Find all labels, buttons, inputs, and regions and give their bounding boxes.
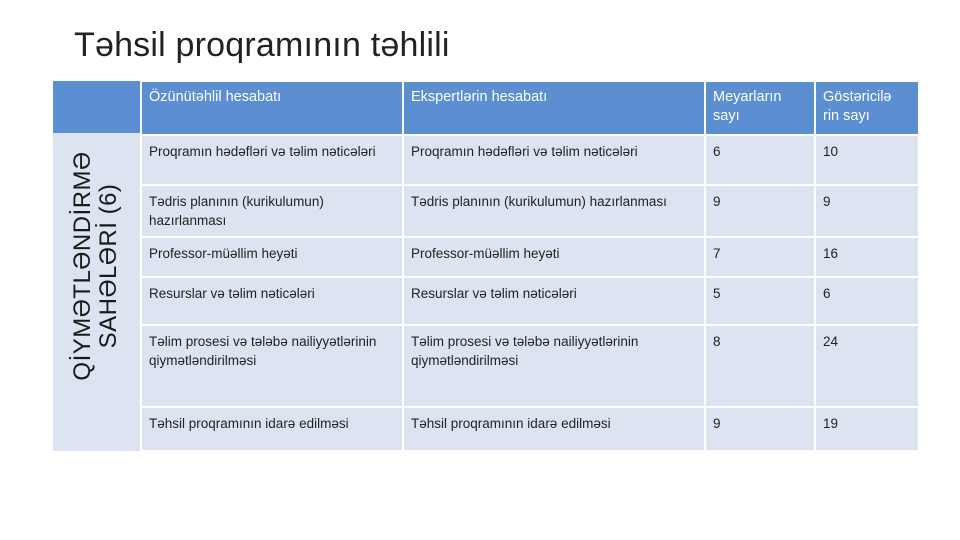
table-row xyxy=(141,135,919,185)
table-row xyxy=(141,277,919,325)
self-analysis-cell: Tədris planının (kurikulumun) hazırlanması xyxy=(141,185,403,237)
side-label-line1: QİYMƏTLƏNDİRMƏ xyxy=(69,151,96,381)
table-row xyxy=(141,407,919,451)
evaluation-areas-label xyxy=(70,151,122,380)
criteria-count-cell: 8 xyxy=(705,325,815,407)
table-row xyxy=(141,237,919,277)
evaluation-areas-label-column xyxy=(53,80,140,451)
header-criteria-count: Meyarların sayı xyxy=(705,81,815,135)
self-analysis-cell: Təhsil proqramının idarə edilməsi xyxy=(141,407,403,451)
experts-cell: Proqramın hədəfləri və təlim nəticələri xyxy=(403,135,705,185)
experts-cell: Professor-müəllim heyəti xyxy=(403,237,705,277)
indicators-count-cell: 6 xyxy=(815,277,919,325)
indicators-count-cell: 10 xyxy=(815,135,919,185)
self-analysis-cell: Proqramın hədəfləri və təlim nəticələri xyxy=(141,135,403,185)
indicators-count-cell: 9 xyxy=(815,185,919,237)
side-header-cell xyxy=(53,81,140,133)
criteria-count-cell: 9 xyxy=(705,185,815,237)
experts-cell: Təlim prosesi və tələbə nailiyyətlərinin qiymətləndirilməsi xyxy=(403,325,705,407)
table-row xyxy=(141,325,919,407)
criteria-count-cell: 7 xyxy=(705,237,815,277)
indicators-count-cell: 24 xyxy=(815,325,919,407)
self-analysis-cell: Resurslar və təlim nəticələri xyxy=(141,277,403,325)
side-label-line2: SAHƏLƏRİ (6) xyxy=(95,183,122,349)
indicators-count-cell: 19 xyxy=(815,407,919,451)
indicators-count-cell: 16 xyxy=(815,237,919,277)
table-row xyxy=(141,185,919,237)
criteria-count-cell: 5 xyxy=(705,277,815,325)
header-experts-report: Ekspertlərin hesabatı xyxy=(403,81,705,135)
experts-cell: Resurslar və təlim nəticələri xyxy=(403,277,705,325)
self-analysis-cell: Professor-müəllim heyəti xyxy=(141,237,403,277)
experts-cell: Təhsil proqramının idarə edilməsi xyxy=(403,407,705,451)
table-header-row xyxy=(141,81,919,135)
criteria-count-cell: 9 xyxy=(705,407,815,451)
criteria-count-cell: 6 xyxy=(705,135,815,185)
header-indicators-count: Göstəricilə rin sayı xyxy=(815,81,919,135)
page-title: Təhsil proqramının təhlili xyxy=(74,26,450,64)
header-self-analysis-report: Özünütəhlil hesabatı xyxy=(141,81,403,135)
self-analysis-cell: Təlim prosesi və tələbə nailiyyətlərinin qiymətləndirilməsi xyxy=(141,325,403,407)
experts-cell: Tədris planının (kurikulumun) hazırlanması xyxy=(403,185,705,237)
evaluation-table xyxy=(140,80,920,452)
